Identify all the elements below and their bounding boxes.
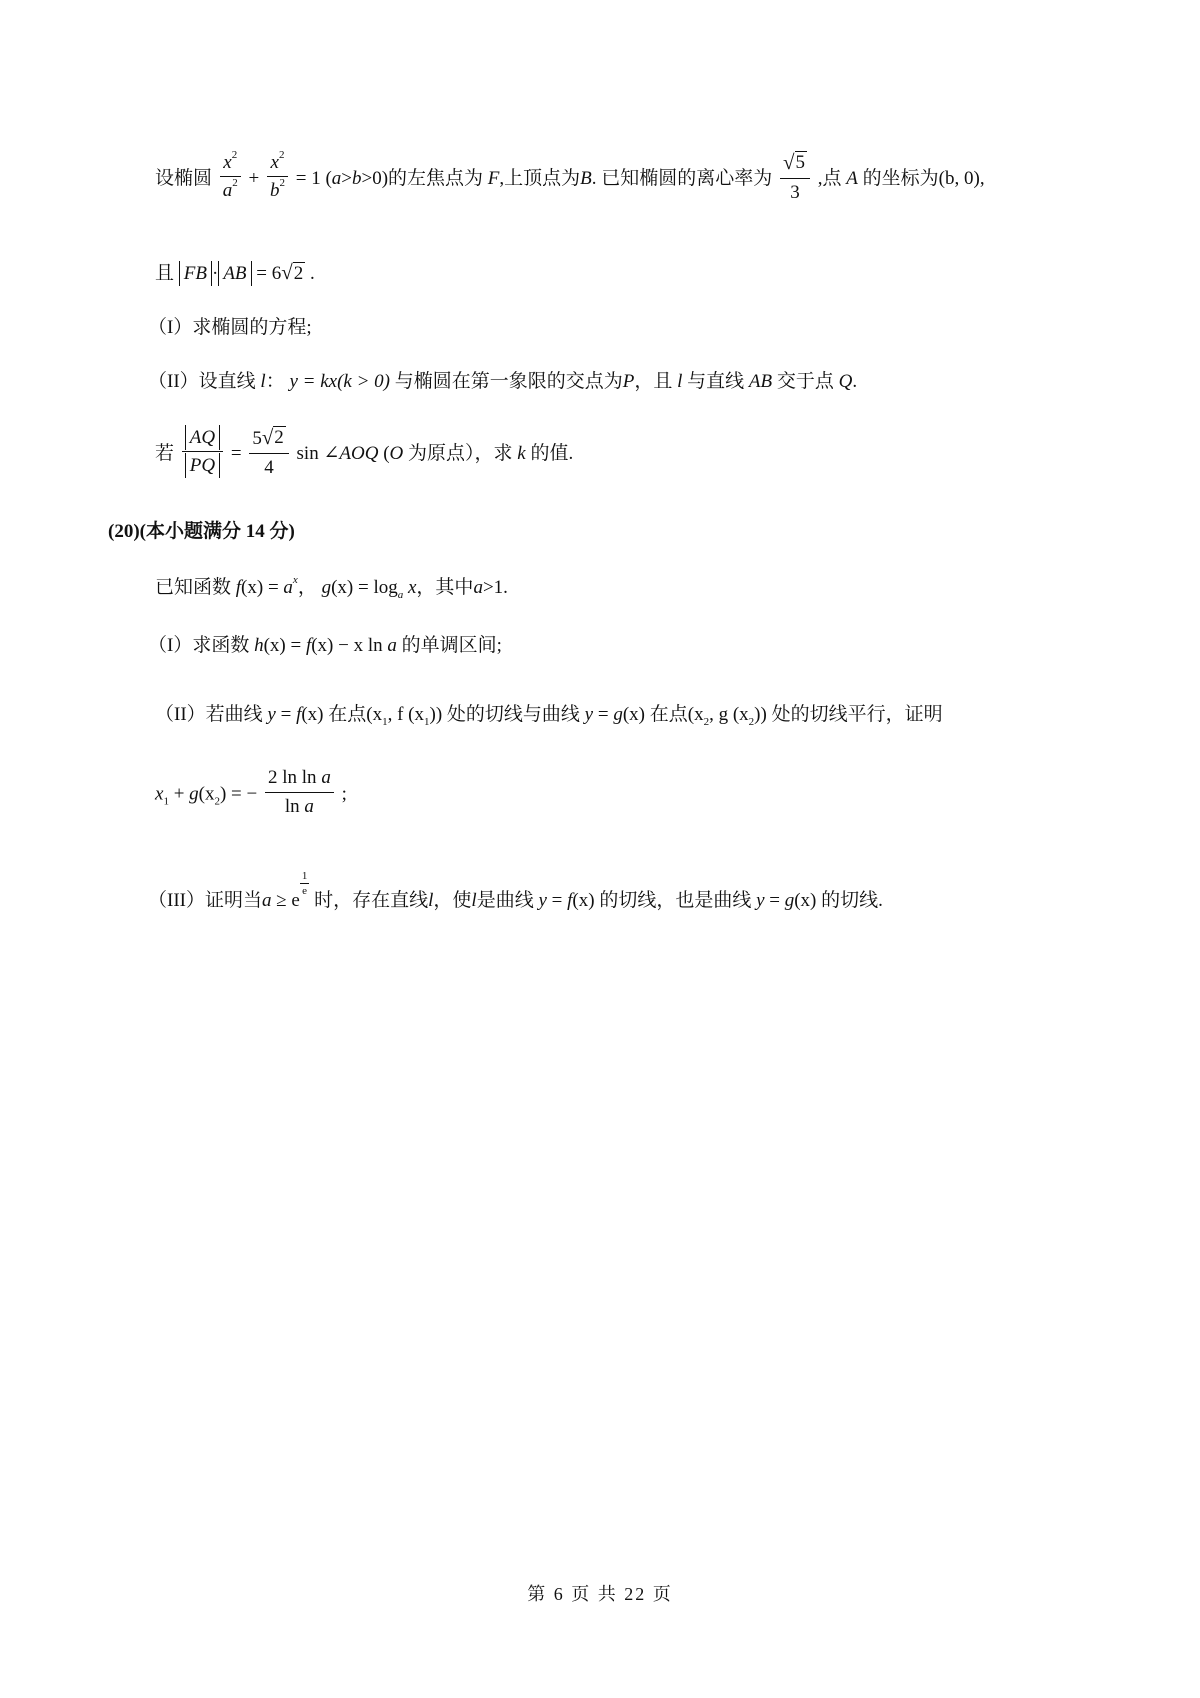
p20-header: (20)(本小题满分 14 分): [108, 521, 295, 542]
p20-part2: （II）若曲线 y = f(x) 在点($x_1$, f $(x_1)$) 处的切线与曲线 y = g(x) 在点($x_2$, g $(x_2)$) 处的切线平行，证明: [155, 704, 943, 728]
p20-part1: （I）求函数 h(x) = f(x) − x ln a 的单调区间;: [148, 635, 502, 656]
fraction-AQ-PQ: $\frac{AQ}{PQ}$: [182, 428, 223, 478]
fraction-5sqrt2-4: 5 √ 2 4: [249, 426, 288, 479]
p20-intro: 已知函数 $f(x) = a^x$， $g(x) = \log_a x$，其中a>1.: [155, 574, 508, 601]
p20-part3: （III）证明当a ≥ e $^{\frac{1}{e}}$ 时，存在直线l，使l是曲线 y = f(x) 的切线，也是曲线 y = g(x) 的切线.: [148, 870, 883, 912]
p19-line1: 设椭圆 $\frac{x^2}{a^2}$ + $\frac{x^2}{b^2}$ = 1 (a>b>0)的左焦点为 F,上顶点为B. 已知椭圆的离心率为 √ 5 3 ,点 A 的坐标为(b, 0),: [155, 148, 985, 203]
p19-part1: （I）求椭圆的方程;: [148, 317, 312, 338]
fraction-x2-b2: $\frac{x^2}{b^2}$: [267, 153, 288, 203]
abs-FB: FB: [179, 261, 212, 286]
fraction-x2-a2: $\frac{x^2}{a^2}$: [220, 153, 241, 203]
abs-AB: AB: [218, 261, 251, 286]
p19-part2-condition: 若 $\frac{AQ}{PQ}$ = 5 √ 2 4 sin ∠AOQ (O 为原点），求 k 的值.: [155, 425, 574, 478]
p19-part2: （II）设直线 l： y = kx(k > 0) 与椭圆在第一象限的交点为P，且 l 与直线 AB 交于点 Q.: [148, 371, 858, 392]
p19-line2: 且 FB · AB = 6 √ 2 .: [155, 260, 315, 284]
fraction-2lnlna-lna: $\frac{\text{2 ln ln a}}{\text{ln a}}$: [265, 768, 334, 818]
p20-part2-proof-target: $x_1 + g(x_2)$ = − $\frac{\text{2 ln ln a}}{\text{ln a}}$ ;: [155, 767, 347, 817]
fraction-sqrt5-3: √ 5 3: [780, 151, 810, 204]
page-footer: 第 6 页 共 22 页: [527, 1584, 673, 1604]
